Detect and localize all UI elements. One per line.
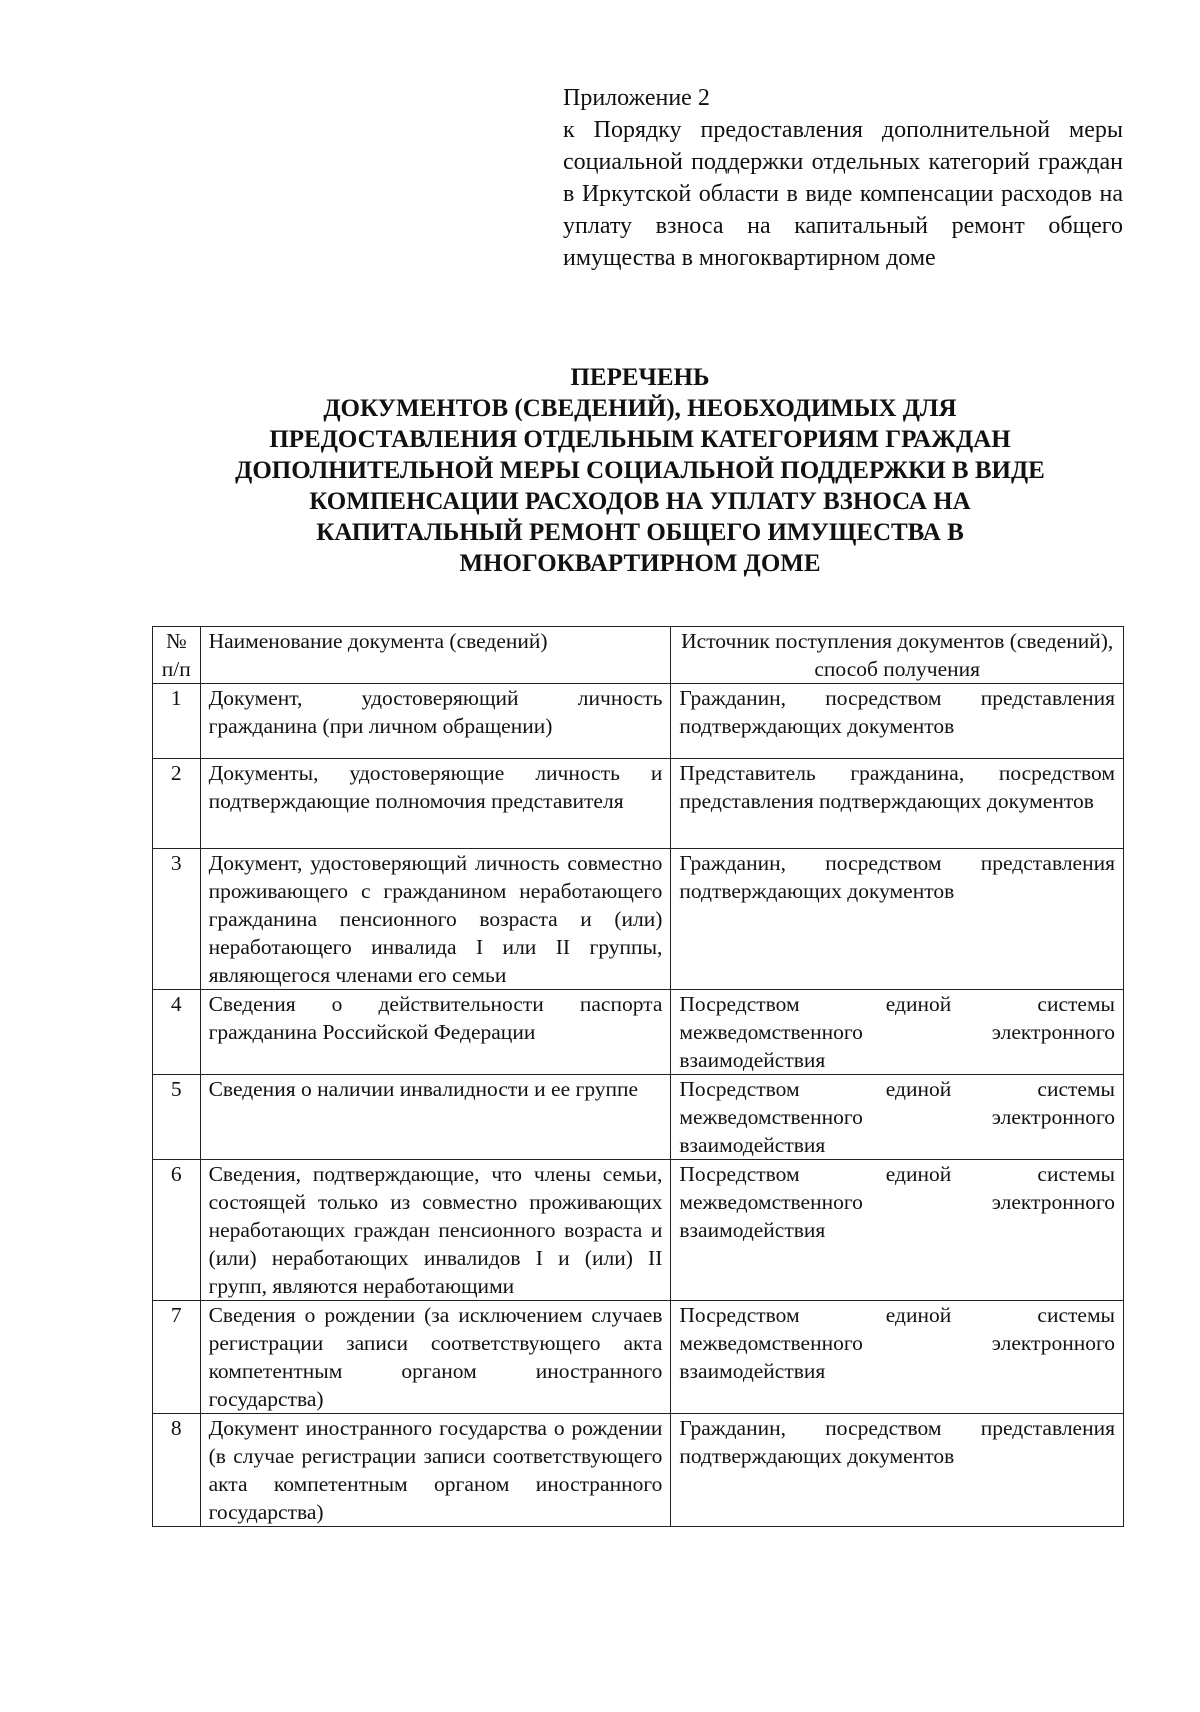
row-source: Посредством единой системы межведомственного электронного взаимодействия	[671, 1075, 1124, 1160]
heading-line: ДОКУМЕНТОВ (СВЕДЕНИЙ), НЕОБХОДИМЫХ ДЛЯ	[323, 395, 957, 422]
appendix-block	[563, 82, 1123, 274]
table-row	[153, 1414, 1124, 1527]
table-row	[153, 759, 1124, 849]
row-name: Сведения о наличии инвалидности и ее группе	[200, 1075, 671, 1160]
row-name: Документ, удостоверяющий личность гражданина (при личном обращении)	[200, 684, 671, 759]
appendix-title: Приложение 2	[563, 85, 710, 111]
row-num: 6	[153, 1160, 201, 1301]
row-name: Документ иностранного государства о рождении (в случае регистрации записи соответствующего акта компетентным органом иностранного государства)	[200, 1414, 671, 1527]
table-row	[153, 990, 1124, 1075]
row-num: 1	[153, 684, 201, 759]
row-num: 5	[153, 1075, 201, 1160]
row-source: Посредством единой системы межведомственного электронного взаимодействия	[671, 1301, 1124, 1414]
header-source: Источник поступления документов (сведений), способ получения	[671, 627, 1124, 684]
table-row	[153, 684, 1124, 759]
heading-line: КОМПЕНСАЦИИ РАСХОДОВ НА УПЛАТУ ВЗНОСА НА	[309, 488, 971, 515]
row-name: Сведения о действительности паспорта гражданина Российской Федерации	[200, 990, 671, 1075]
row-num: 7	[153, 1301, 201, 1414]
row-num: 2	[153, 759, 201, 849]
row-source: Гражданин, посредством представления подтверждающих документов	[671, 684, 1124, 759]
heading-line: ПЕРЕЧЕНЬ	[570, 364, 710, 391]
row-source: Посредством единой системы межведомственного электронного взаимодействия	[671, 990, 1124, 1075]
row-num: 4	[153, 990, 201, 1075]
document-heading	[160, 362, 1120, 579]
heading-line: ПРЕДОСТАВЛЕНИЯ ОТДЕЛЬНЫМ КАТЕГОРИЯМ ГРАЖДАН	[269, 426, 1011, 453]
appendix-text: к Порядку предоставления дополнительной меры социальной поддержки отдельных категорий граждан в Иркутской области в виде компенсации расходов на уплату взноса на капитальный ремонт общего имущества в многоквартирном доме	[563, 117, 1123, 271]
table-row	[153, 1160, 1124, 1301]
row-name: Документ, удостоверяющий личность совместно проживающего с гражданином неработающего гражданина пенсионного возраста и (или) неработающего инвалида I или II группы, являющегося членами его семьи	[200, 849, 671, 990]
heading-line: МНОГОКВАРТИРНОМ ДОМЕ	[459, 550, 821, 577]
row-name: Сведения о рождении (за исключением случаев регистрации записи соответствующего акта компетентным органом иностранного государства)	[200, 1301, 671, 1414]
table-row	[153, 849, 1124, 990]
documents-table	[152, 626, 1124, 1527]
row-source: Представитель гражданина, посредством представления подтверждающих документов	[671, 759, 1124, 849]
row-name: Документы, удостоверяющие личность и подтверждающие полномочия представителя	[200, 759, 671, 849]
row-source: Посредством единой системы межведомственного электронного взаимодействия	[671, 1160, 1124, 1301]
header-name: Наименование документа (сведений)	[200, 627, 671, 684]
row-name: Сведения, подтверждающие, что члены семьи, состоящей только из совместно проживающих неработающих граждан пенсионного возраста и (или) неработающих инвалидов I и (или) II групп, являются неработающими	[200, 1160, 671, 1301]
header-num: № п/п	[153, 627, 201, 684]
table-header-row	[153, 627, 1124, 684]
row-source: Гражданин, посредством представления подтверждающих документов	[671, 1414, 1124, 1527]
row-num: 3	[153, 849, 201, 990]
row-num: 8	[153, 1414, 201, 1527]
row-source: Гражданин, посредством представления подтверждающих документов	[671, 849, 1124, 990]
heading-line: КАПИТАЛЬНЫЙ РЕМОНТ ОБЩЕГО ИМУЩЕСТВА В	[316, 519, 964, 546]
table-row	[153, 1075, 1124, 1160]
heading-line: ДОПОЛНИТЕЛЬНОЙ МЕРЫ СОЦИАЛЬНОЙ ПОДДЕРЖКИ В ВИДЕ	[235, 457, 1045, 484]
table-row	[153, 1301, 1124, 1414]
